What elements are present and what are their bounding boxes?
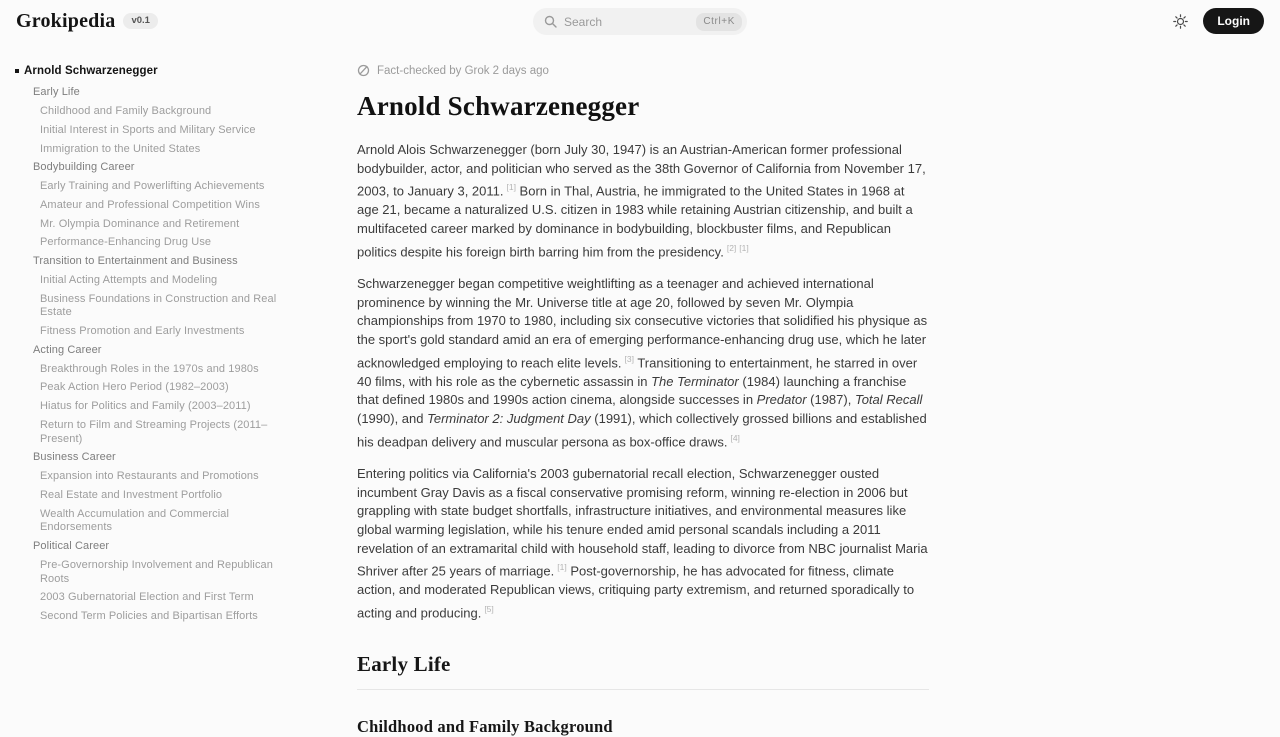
sidebar-item[interactable]: Amateur and Professional Competition Wins [40, 198, 260, 211]
sidebar-item[interactable]: Early Life [33, 86, 80, 99]
logo-group [16, 10, 158, 33]
sidebar-item[interactable]: Transition to Entertainment and Business [33, 255, 238, 268]
grokipedia-logo[interactable]: Grokipedia [16, 9, 116, 32]
citation-ref[interactable]: [1] [557, 562, 567, 573]
sidebar-item[interactable]: Second Term Policies and Bipartisan Efforts [40, 610, 258, 623]
sidebar-item[interactable]: Initial Acting Attempts and Modeling [40, 273, 218, 286]
film-title: Terminator 2: Judgment Day [427, 411, 591, 427]
search-bar[interactable] [533, 8, 747, 35]
sidebar-item[interactable]: Childhood and Family Background [40, 105, 212, 118]
section-heading-early-life: Early Life [357, 652, 929, 690]
sidebar-item[interactable]: Political Career [33, 540, 110, 553]
search-shortcut-badge: Ctrl+K [696, 13, 742, 31]
sidebar-item[interactable]: Pre-Governorship Involvement and Republican Roots [40, 558, 273, 585]
sidebar-item[interactable]: 2003 Gubernatorial Election and First Term [40, 591, 254, 604]
sidebar-item[interactable]: Fitness Promotion and Early Investments [40, 325, 245, 338]
sidebar-item[interactable]: Business Career [33, 451, 116, 464]
search-icon [544, 15, 557, 28]
header-actions [1173, 8, 1264, 34]
article-paragraph: Arnold Alois Schwarzenegger (born July 30, 1947) is an Austrian-American former professional bodybuilder, actor, and politician who served as the 38th Governor of California from November 17, 2003, to January 3, 2011. [1] Born in Thal, Austria, he immigrated to the United States in 1968 at age 21, became a naturalized U.S. citizen in 1983 while retaining Austrian citizenship, and built a multifaceted career marked by dominance in bodybuilding, blockbuster films, and Republican politics despite his foreign birth barring him from the presidency. [2] [1] [357, 142, 926, 260]
section-subheading-childhood: Childhood and Family Background [357, 717, 613, 737]
sidebar-item[interactable]: Peak Action Hero Period (1982–2003) [40, 381, 229, 394]
sidebar-item[interactable]: Performance-Enhancing Drug Use [40, 236, 212, 249]
sidebar-item[interactable]: Arnold Schwarzenegger [0, 64, 278, 78]
citation-ref[interactable]: [5] [484, 604, 494, 615]
citation-ref[interactable]: [1] [739, 242, 749, 253]
citation-ref[interactable]: [2] [726, 242, 737, 253]
sidebar-toc [0, 64, 278, 629]
sidebar-item[interactable]: Immigration to the United States [40, 142, 201, 155]
article [357, 64, 929, 737]
article-paragraph: Entering politics via California's 2003 gubernatorial recall election, Schwarzenegger ousted incumbent Gray Davis as a fiscal conservative promising reform, winning re-election in 2006 but grappling with state budget shortfalls, infrastructure initiatives, and environmental measures like global warming legislation, while his tenure ended amid personal scandals including a 2011 revelation of an extramarital child with household staff, leading to divorce from NBC journalist Maria Shriver after 25 years of marriage. [1] Post-governorship, he has advocated for fitness, climate action, and moderated Republican views, critiquing party extremism, and returned sporadically to acting and producing. [5] [357, 465, 928, 621]
sidebar-item[interactable]: Business Foundations in Construction and Real Estate [40, 292, 277, 319]
sidebar-item[interactable]: Return to Film and Streaming Projects (2011–Present) [40, 418, 268, 445]
theme-toggle-sun-icon[interactable] [1173, 14, 1188, 29]
article-paragraphs [357, 141, 929, 623]
version-badge: v0.1 [123, 13, 158, 29]
sidebar-item[interactable]: Hiatus for Politics and Family (2003–2011) [40, 400, 251, 413]
sidebar-item[interactable]: Breakthrough Roles in the 1970s and 1980s [40, 362, 259, 375]
search-input[interactable] [564, 15, 689, 29]
grok-circle-slash-icon [357, 64, 370, 77]
film-title: Predator [756, 392, 807, 408]
article-title: Arnold Schwarzenegger [357, 91, 640, 121]
sidebar-item[interactable]: Early Training and Powerlifting Achievements [40, 180, 265, 193]
sidebar-item[interactable]: Real Estate and Investment Portfolio [40, 488, 223, 501]
login-button[interactable]: Login [1203, 8, 1264, 34]
article-paragraph: Schwarzenegger began competitive weightlifting as a teenager and achieved international prominence by winning the Mr. Universe title at age 20, followed by seven Mr. Olympia championships from 1970 to 1980, including six consecutive victories that solidified his physique as the sport's gold standard amid an era of emerging performance-enhancing drug use, which he later acknowledged employing to reach elite levels. [3] Transitioning to entertainment, he starred in over 40 films, with his role as the cybernetic assassin in The Terminator (1984) launching a franchise that defined 1980s and 1990s action cinema, alongside successes in Predator (1987), Total Recall (1990), and Terminator 2: Judgment Day (1991), which collectively grossed billions and established his deadpan delivery and muscular persona as box-office draws. [4] [357, 275, 928, 450]
citation-ref[interactable]: [4] [730, 432, 740, 443]
sidebar-item[interactable]: Bodybuilding Career [33, 161, 135, 174]
active-bullet-icon [15, 69, 19, 73]
sidebar-item[interactable]: Mr. Olympia Dominance and Retirement [40, 217, 240, 230]
top-header [0, 0, 1280, 42]
fact-check-label: Fact-checked by Grok 2 days ago [377, 64, 549, 77]
citation-ref[interactable]: [3] [624, 353, 634, 364]
sidebar-item[interactable]: Expansion into Restaurants and Promotions [40, 470, 259, 483]
sidebar-item[interactable]: Acting Career [33, 343, 102, 356]
fact-check-badge[interactable] [357, 64, 929, 77]
sidebar-item[interactable]: Wealth Accumulation and Commercial Endorsements [40, 507, 230, 534]
sidebar-item[interactable]: Initial Interest in Sports and Military Service [40, 123, 256, 136]
citation-ref[interactable]: [1] [506, 182, 516, 193]
film-title: Total Recall [854, 392, 923, 408]
film-title: The Terminator [651, 373, 739, 389]
